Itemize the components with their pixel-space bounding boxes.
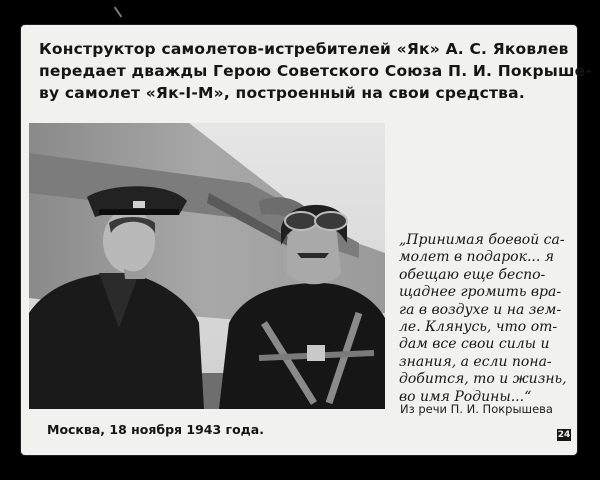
caption-line-3: ву самолет «Як-І-М», построенный на свои средства.: [39, 84, 525, 102]
quote-block: [399, 232, 577, 406]
slide-caption: [39, 38, 592, 104]
quote-line: га в воздухе и на зем-: [399, 301, 562, 318]
film-scratch-mark: [114, 7, 123, 18]
quote-line: молет в подарок... я: [399, 249, 555, 266]
quote-line: знания, а если пона-: [399, 353, 552, 370]
quote-line: добится, то и жизнь,: [399, 371, 567, 388]
quote-line: ле. Клянусь, что от-: [399, 319, 558, 336]
page-number: 24: [557, 430, 571, 440]
photo-date: Москва, 18 ноября 1943 года.: [47, 422, 264, 437]
quote-line: щаднее громить вра-: [399, 284, 562, 301]
caption-line-2: передает дважды Герою Советского Союза П. И. Покрыше-: [39, 62, 592, 80]
quote-source: Из речи П. И. Покрышева: [400, 402, 553, 416]
quote-line: дам все свои силы и: [399, 336, 550, 353]
caption-line-1: Конструктор самолетов-истребителей «Як» А. С. Яковлев: [39, 40, 569, 58]
slide: [21, 25, 592, 455]
historical-photo: [29, 123, 385, 409]
quote-line: обещаю еще беспо-: [399, 266, 546, 283]
quote-line: во имя Родины...“: [399, 388, 532, 405]
quote-line: „Принимая боевой са-: [399, 232, 565, 248]
